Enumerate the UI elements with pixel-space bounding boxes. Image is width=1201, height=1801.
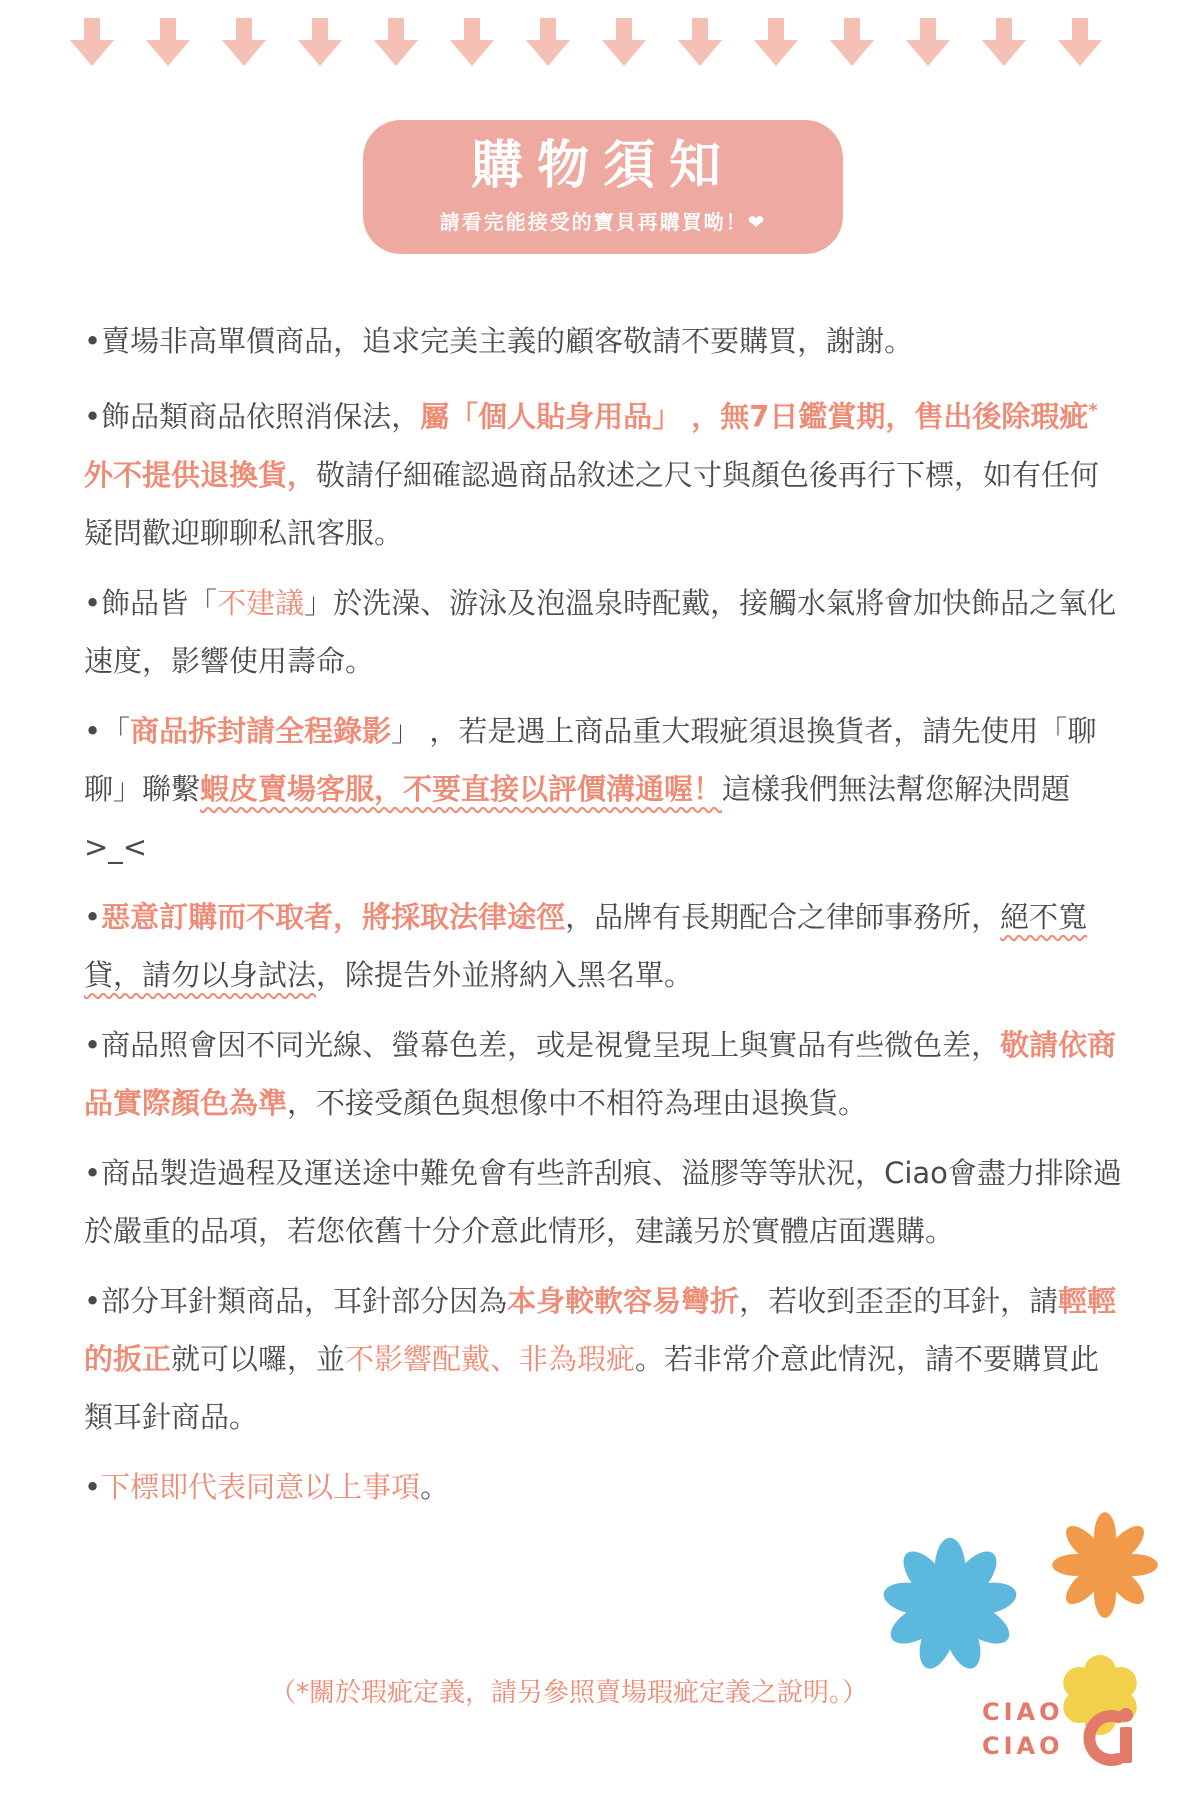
notice-item xyxy=(84,382,1124,562)
flower-icon xyxy=(1050,1510,1160,1620)
notice-item xyxy=(84,888,1124,1004)
notice-text: • xyxy=(84,899,102,934)
notice-text: ，除提告外並將納入黑名單。 xyxy=(316,957,694,992)
flower-icon xyxy=(880,1530,1020,1680)
notice-text: 」於洗澡、游泳及泡溫泉時配戴，接觸水氣將會加快飾品之氧化速度，影響使用壽命。 xyxy=(84,585,1117,678)
notice-text: •部分耳針類商品，耳針部分因為 xyxy=(84,1283,508,1318)
notice-item xyxy=(84,312,1124,370)
down-arrow-icon xyxy=(904,16,952,68)
logo-line: CIAO xyxy=(982,1698,1064,1726)
notice-highlight: 敬請依商品實際顏色為準 xyxy=(84,1027,1117,1120)
notice-text: • xyxy=(84,1469,102,1504)
notice-text: 這樣我們無法幫您解決問題>_< xyxy=(84,771,1071,864)
notice-underlined: 絕不寬貸，請勿以身試法 xyxy=(84,899,1088,992)
notice-highlight: 下標即代表同意以上事項 xyxy=(101,1469,421,1504)
notice-item xyxy=(84,574,1124,690)
notice-text: •商品製造過程及運送途中難免會有些許刮痕、溢膠等等狀況，Ciao會盡力排除過於嚴重的品項，若您依舊十分介意此情形，建議另於實體店面選購。 xyxy=(84,1155,1122,1248)
footnote-marker: * xyxy=(1088,400,1098,421)
notice-text: •「 xyxy=(84,713,131,748)
page-title: 購物須知 xyxy=(470,136,735,196)
down-arrow-icon xyxy=(600,16,648,68)
down-arrow-icon xyxy=(980,16,1028,68)
notice-highlight: 不影響配戴、非為瑕疵 xyxy=(345,1341,636,1376)
down-arrow-icon xyxy=(144,16,192,68)
notice-text: 敬請仔細確認過商品敘述之尺寸與顏色後再行下標，如有任何疑問歡迎聊聊私訊客服。 xyxy=(84,457,1100,550)
down-arrow-icon xyxy=(372,16,420,68)
notice-highlight: 蝦皮賣場客服，不要直接以評價溝通喔！ xyxy=(200,771,723,806)
footnote: （*關於瑕疵定義，請另參照賣場瑕疵定義之說明。） xyxy=(270,1678,869,1708)
notice-highlight: 本身較軟容易彎折 xyxy=(507,1283,740,1318)
down-arrow-icon xyxy=(828,16,876,68)
notice-item xyxy=(84,1458,1124,1516)
notice-text: •飾品類商品依照消保法， xyxy=(84,399,421,434)
notice-text: 就可以囉，並 xyxy=(171,1341,346,1376)
notice-highlight: 外不提供退換貨， xyxy=(84,457,317,492)
down-arrow-icon xyxy=(524,16,572,68)
notice-text: ，品牌有長期配合之律師事務所， xyxy=(565,899,1001,934)
notice-highlight: 不建議 xyxy=(217,585,305,620)
down-arrow-icon xyxy=(220,16,268,68)
notice-highlight: 屬「個人貼身用品」 ，無7日鑑賞期，售出後除瑕疵 xyxy=(420,399,1089,434)
notice-text: ，不接受顏色與想像中不相符為理由退換貨。 xyxy=(287,1085,868,1120)
notice-highlight: 輕輕的扳正 xyxy=(84,1283,1117,1376)
notice-list xyxy=(84,312,1124,1528)
notice-highlight: 惡意訂購而不取者，將採取法律途徑 xyxy=(101,899,566,934)
shopping-notice-banner xyxy=(363,120,843,254)
notice-highlight: 商品拆封請全程錄影 xyxy=(130,713,392,748)
down-arrow-icon xyxy=(1056,16,1104,68)
notice-text: 」 ，若是遇上商品重大瑕疵須退換貨者，請先使用「聊聊」聯繫 xyxy=(84,713,1097,806)
notice-item xyxy=(84,1272,1124,1446)
down-arrow-row xyxy=(68,16,1104,68)
down-arrow-icon xyxy=(676,16,724,68)
notice-item xyxy=(84,702,1124,876)
notice-item xyxy=(84,1144,1124,1260)
down-arrow-icon xyxy=(752,16,800,68)
notice-text: ，若收到歪歪的耳針，請 xyxy=(739,1283,1059,1318)
down-arrow-icon xyxy=(296,16,344,68)
notice-item xyxy=(84,1016,1124,1132)
notice-text: 。 xyxy=(420,1469,450,1504)
logo-text xyxy=(982,1695,1064,1763)
ci-logo-mark-icon xyxy=(1078,1695,1138,1781)
notice-text: •賣場非高單價商品，追求完美主義的顧客敬請不要購買，謝謝。 xyxy=(84,324,914,358)
notice-text: •飾品皆「 xyxy=(84,585,218,620)
down-arrow-icon xyxy=(448,16,496,68)
notice-text: •商品照會因不同光線、螢幕色差，或是視覺呈現上與實品有些微色差， xyxy=(84,1027,1001,1062)
notice-text: 。若非常介意此情況，請不要購買此類耳針商品。 xyxy=(84,1341,1100,1434)
page-subtitle: 請看完能接受的寶貝再購買呦！❤ xyxy=(439,210,767,234)
down-arrow-icon xyxy=(68,16,116,68)
ciao-ciao-logo xyxy=(982,1695,1132,1785)
logo-line: CIAO xyxy=(982,1732,1064,1760)
